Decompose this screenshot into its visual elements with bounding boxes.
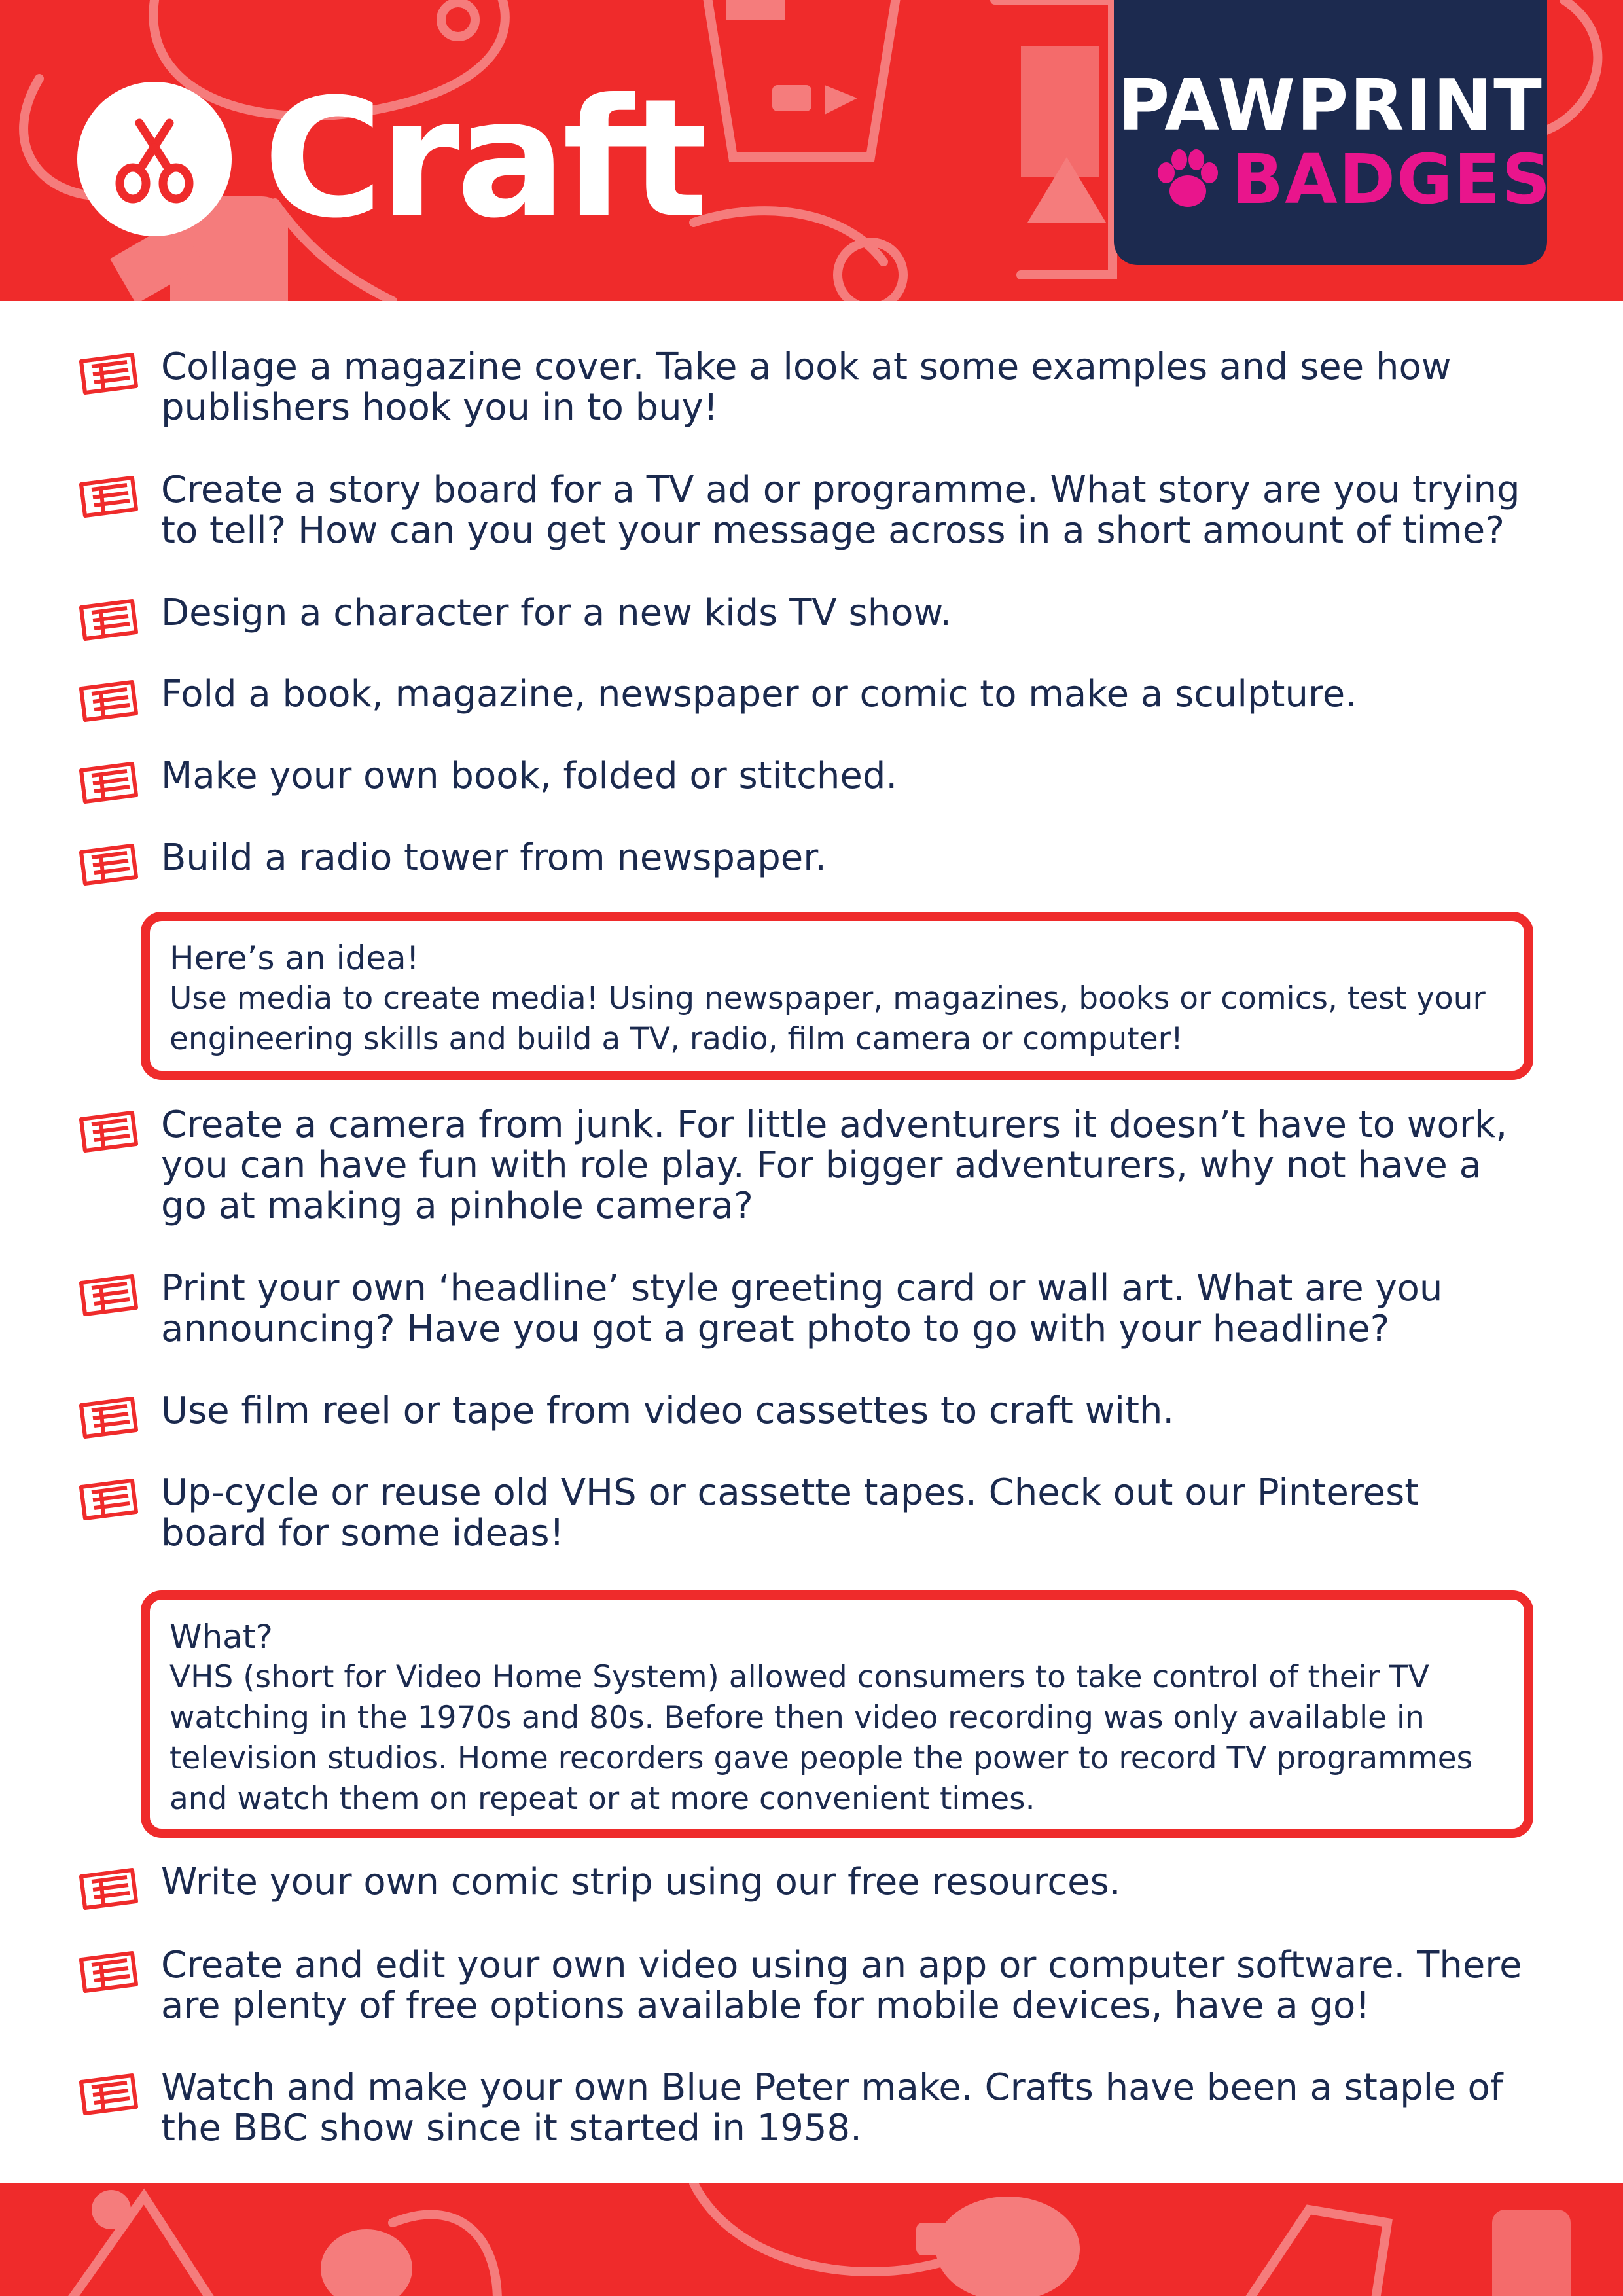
media-doodles-decoration: [0, 2183, 1623, 2296]
newspaper-icon: [77, 1477, 140, 1524]
newspaper-icon: [77, 2072, 140, 2119]
newspaper-icon: [77, 1109, 140, 1156]
item-text: Write your own comic strip using our free resources.: [161, 1861, 1121, 1903]
info-callout-box: [141, 1590, 1533, 1838]
callout-body: Use media to create media! Using newspaper, magazines, books or comics, test your engineering skills and build a TV, radio, film camera or computer!: [169, 980, 1486, 1057]
item-text: Create a camera from junk. For little adventurers it doesn’t have to work, you can have fun with role play. For bigger adventurers, why not have a go at making a pinhole camera?: [161, 1103, 1508, 1227]
scissors-icon: [77, 82, 232, 236]
pawprint-badges-logo: [1114, 0, 1552, 265]
item-text: Use film reel or tape from video cassettes to craft with.: [161, 1390, 1175, 1432]
header-banner: [0, 0, 1623, 301]
newspaper-icon: [77, 1272, 140, 1319]
newspaper-icon: [77, 474, 140, 521]
idea-callout-box: [141, 912, 1533, 1080]
item-text: Collage a magazine cover. Take a look at some examples and see how publishers hook you in to buy!: [161, 346, 1452, 429]
title-group: [77, 63, 704, 254]
newspaper-icon: [77, 842, 140, 889]
item-text: Print your own ‘headline’ style greeting card or wall art. What are you announcing? Have you got a great photo to go with your headline?: [161, 1267, 1443, 1350]
list-item: [77, 756, 1550, 807]
logo-line2: BADGES: [1232, 139, 1552, 219]
newspaper-icon: [77, 1395, 140, 1442]
newspaper-icon: [77, 351, 140, 398]
newspaper-icon: [77, 597, 140, 644]
item-text: Fold a book, magazine, newspaper or comic to make a sculpture.: [161, 673, 1357, 715]
list-item: [77, 1391, 1550, 1442]
paw-icon: [1152, 147, 1224, 212]
list-item: [77, 1945, 1550, 2026]
newspaper-icon: [77, 678, 140, 725]
item-text: Make your own book, folded or stitched.: [161, 755, 898, 797]
list-item: [77, 2068, 1550, 2149]
page-title: Craft: [263, 63, 704, 254]
list-item: [77, 1862, 1550, 1913]
callout-heading: What?: [169, 1618, 273, 1656]
newspaper-icon: [77, 760, 140, 807]
list-item: [77, 838, 1550, 889]
item-text: Design a character for a new kids TV show.: [161, 592, 952, 634]
newspaper-icon: [77, 1866, 140, 1913]
item-text: Up-cycle or reuse old VHS or cassette tapes. Check out our Pinterest board for some ideas!: [161, 1471, 1419, 1554]
callout-body: VHS (short for Video Home System) allowed consumers to take control of their TV watching in the 1970s and 80s. Before then video recording was only available in television studios. Home recorders gave people the power to record TV programmes and watch them on repeat or at more convenient times.: [169, 1659, 1473, 1817]
list-item: [77, 1473, 1550, 1554]
logo-line2-group: [1152, 139, 1552, 219]
footer-banner: [0, 2183, 1623, 2296]
list-item: [77, 674, 1550, 725]
list-item: [77, 347, 1550, 428]
newspaper-icon: [77, 1949, 140, 1996]
list-item: [77, 1268, 1550, 1350]
item-text: Create a story board for a TV ad or programme. What story are you trying to tell? How can you get your message across in a short amount of time?: [161, 469, 1520, 552]
list-item: [77, 1105, 1550, 1227]
callout-heading: Here’s an idea!: [169, 939, 419, 977]
item-text: Build a radio tower from newspaper.: [161, 836, 827, 879]
item-text: Create and edit your own video using an app or computer software. There are plenty of free options available for mobile devices, have a go!: [161, 1944, 1522, 2027]
list-item: [77, 593, 1550, 644]
list-item: [77, 470, 1550, 551]
item-text: Watch and make your own Blue Peter make. Crafts have been a staple of the BBC show since it started in 1958.: [161, 2066, 1503, 2149]
logo-line1: PAWPRINT: [1118, 65, 1543, 147]
